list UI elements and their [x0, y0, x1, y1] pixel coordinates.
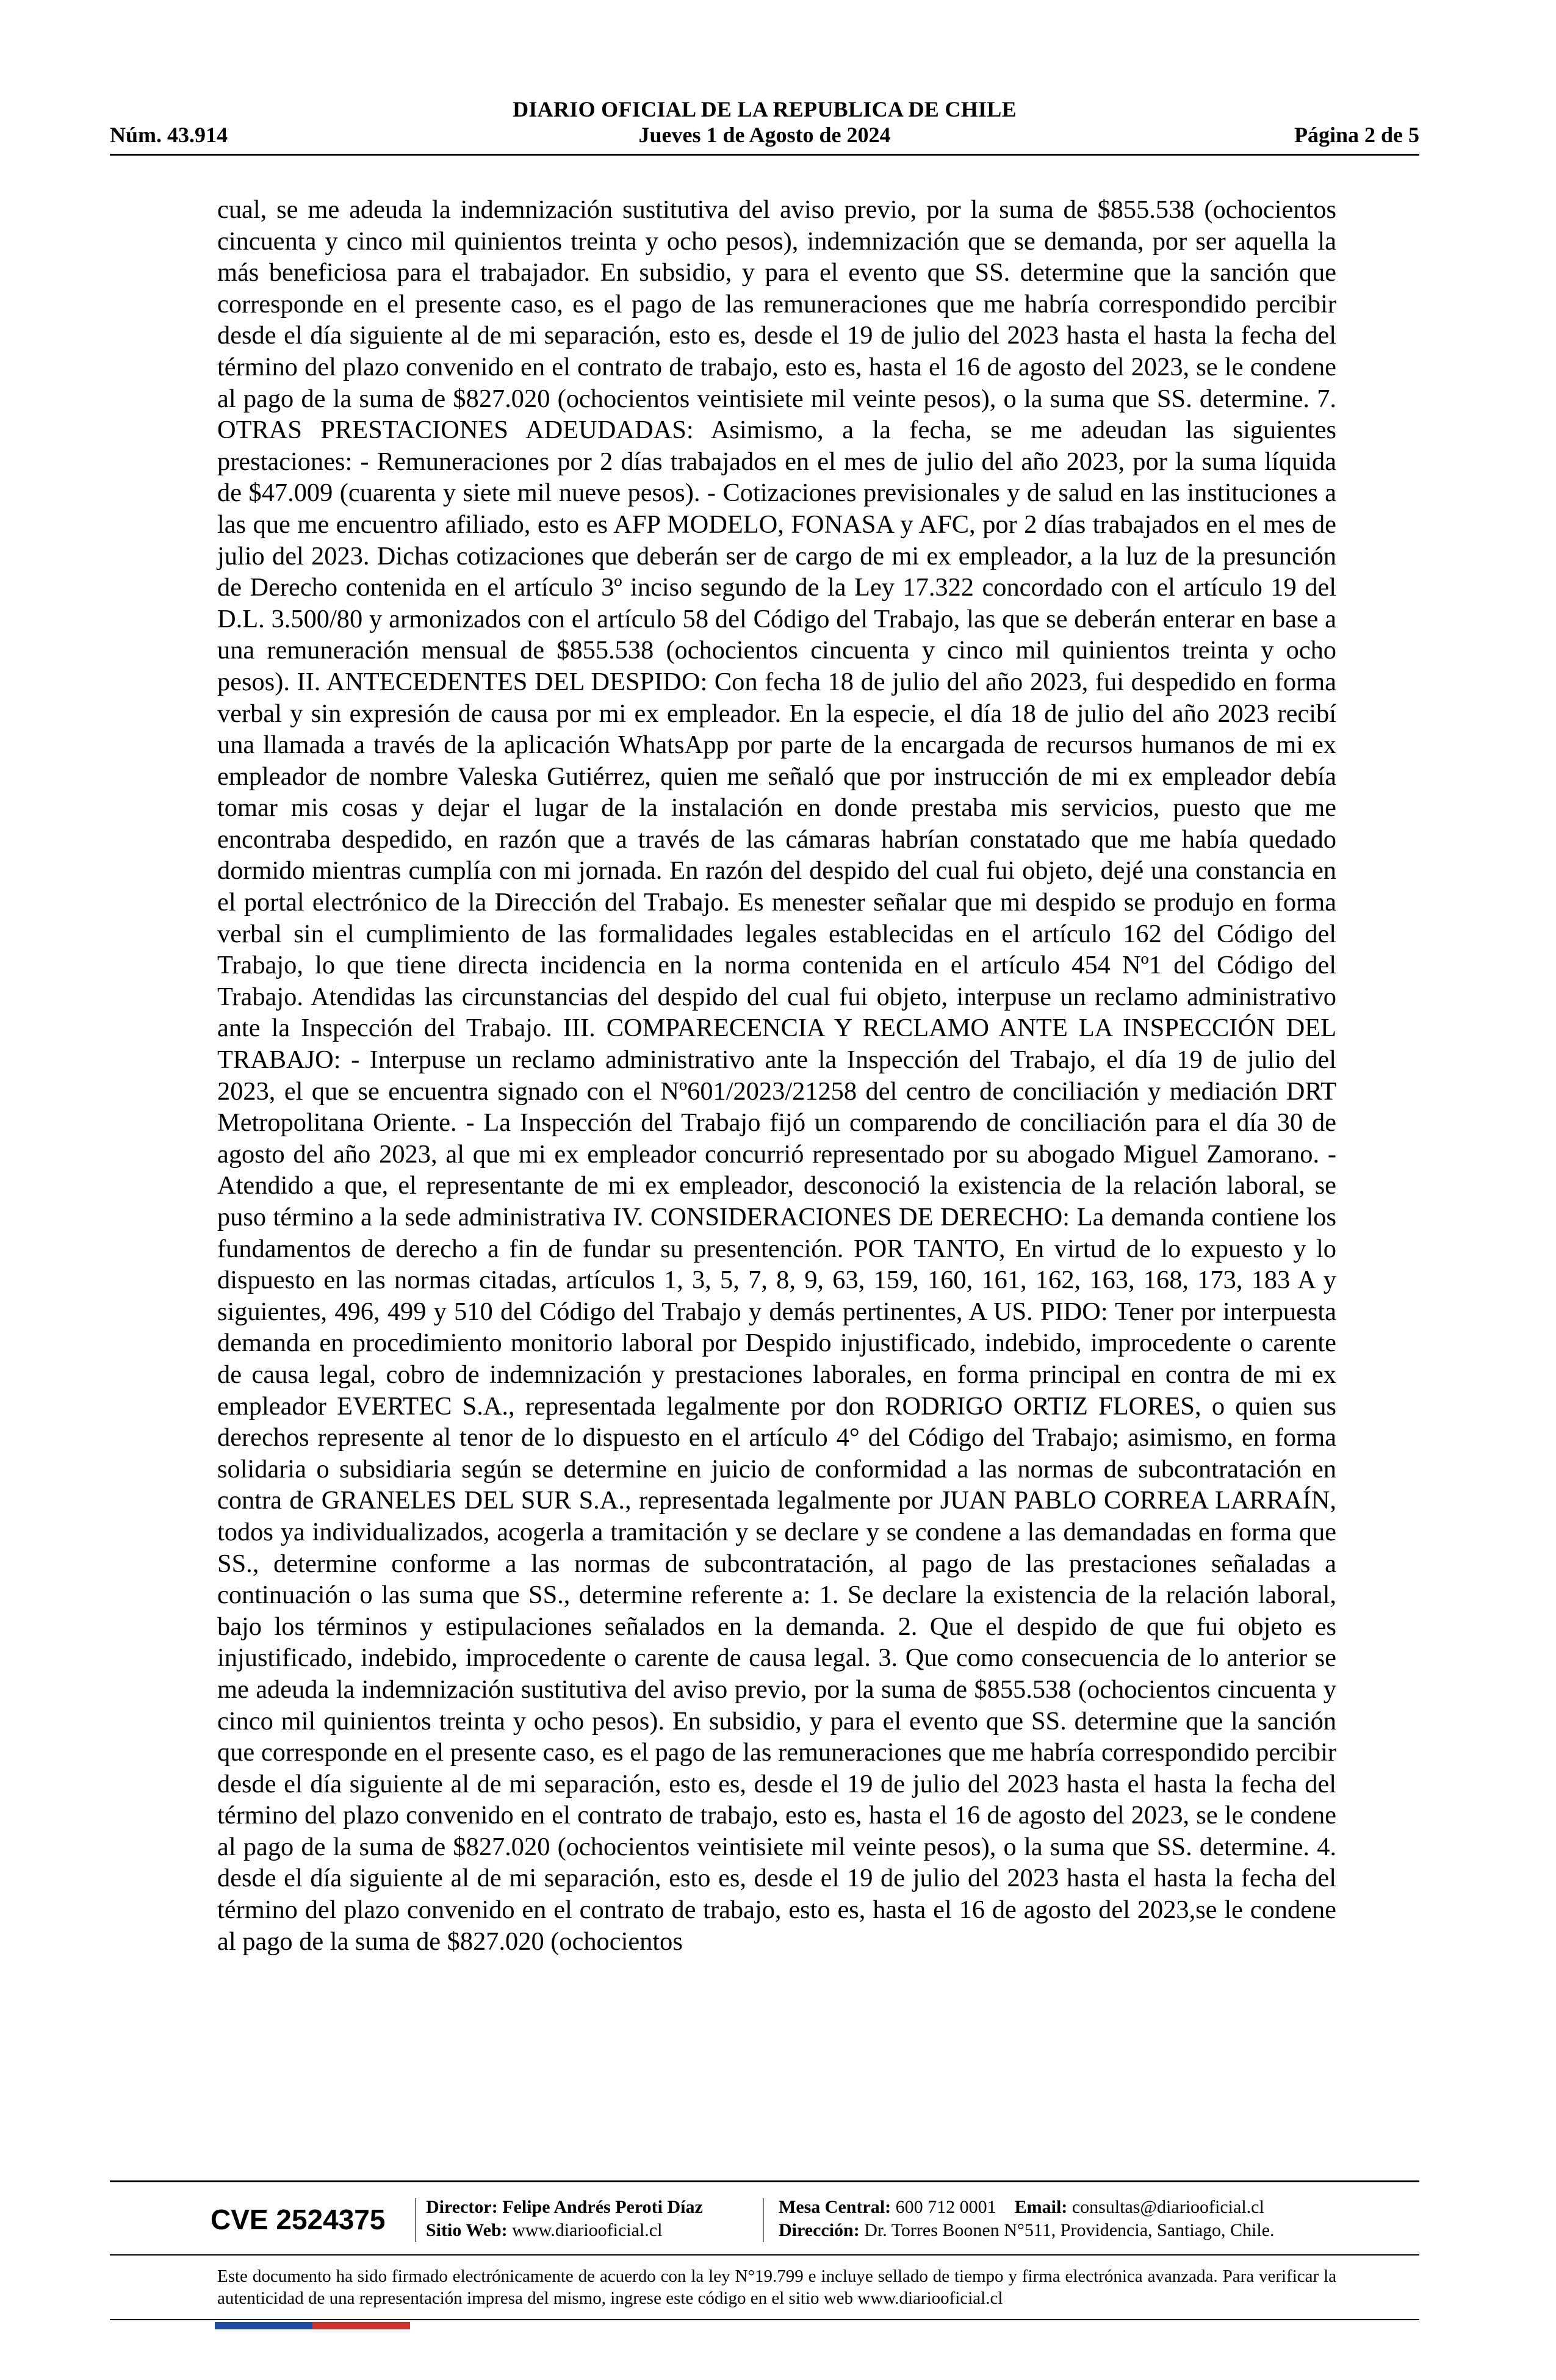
phone-label: Mesa Central: — [779, 2197, 891, 2217]
flag-blue-stripe — [215, 2322, 312, 2329]
address-value: Dr. Torres Boonen N°511, Providencia, Santiago, Chile. — [864, 2220, 1275, 2240]
footer-divider-mid — [110, 2254, 1419, 2256]
publication-title: DIARIO OFICIAL DE LA REPUBLICA DE CHILE — [513, 97, 1017, 121]
footer-contact-col-1 — [426, 2196, 703, 2242]
document-body: cual, se me adeuda la indemnización sustitutiva del aviso previo, por la suma de $855.538 (ochocientos cincuenta y cinco mil quinientos treinta y ocho pesos), indemnización que se demanda, por ser aquella la más beneficiosa para el trabajador. En subsidio, y para el evento que SS. determine que la sanción que corresponde en el presente caso, es el pago de las remuneraciones que me habría correspondido percibir desde el día siguiente al de mi separación, esto es, desde el 19 de julio del 2023 hasta el hasta la fecha del término del plazo convenido en el contrato de trabajo, esto es, hasta el 16 de agosto del 2023, se le condene al pago de la suma de $827.020 (ochocientos veintisiete mil veinte pesos), o la suma que SS. determine. 7. OTRAS PRESTACIONES ADEUDADAS: Asimismo, a la fecha, se me adeudan las siguientes prestaciones: - Remuneraciones por 2 días trabajados en el mes de julio del año 2023, por la suma líquida de $47.009 (cuarenta y siete mil nueve pesos). - Cotizaciones previsionales y de salud en las instituciones a las que me encuentro afiliado, esto es AFP MODELO, FONASA y AFC, por 2 días trabajados en el mes de julio del 2023. Dichas cotizaciones que deberán ser de cargo de mi ex empleador, a la luz de la presunción de Derecho contenida en el artículo 3º inciso segundo de la Ley 17.322 concordado con el artículo 19 del D.L. 3.500/80 y armonizados con el artículo 58 del Código del Trabajo, las que se deberán enterar en base a una remuneración mensual de $855.538 (ochocientos cincuenta y cinco mil quinientos treinta y ocho pesos). II. ANTECEDENTES DEL DESPIDO: Con fecha 18 de julio del año 2023, fui despedido en forma verbal y sin expresión de causa por mi ex empleador. En la especie, el día 18 de julio del año 2023 recibí una llamada a través de la aplicación WhatsApp por parte de la encargada de recursos humanos de mi ex empleador de nombre Valeska Gutiérrez, quien me señaló que por instrucción de mi ex empleador debía tomar mis cosas y dejar el lugar de la instalación en donde prestaba mis servicios, puesto que me encontraba despedido, en razón que a través de las cámaras habrían constatado que me había quedado dormido mientras cumplía con mi jornada. En razón del despido del cual fui objeto, dejé una constancia en el portal electrónico de la Dirección del Trabajo. Es menester señalar que mi despido se produjo en forma verbal sin el cumplimiento de las formalidades legales establecidas en el artículo 162 del Código del Trabajo, lo que tiene directa incidencia en la norma contenida en el artículo 454 Nº1 del Código del Trabajo. Atendidas las circunstancias del despido del cual fui objeto, interpuse un reclamo administrativo ante la Inspección del Trabajo. III. COMPARECENCIA Y RECLAMO ANTE LA INSPECCIÓN DEL TRABAJO: - Interpuse un reclamo administrativo ante la Inspección del Trabajo, el día 19 de julio del 2023, el que se encuentra signado con el Nº601/2023/21258 del centro de conciliación y mediación DRT Metropolitana Oriente. - La Inspección del Trabajo fijó un comparendo de conciliación para el día 30 de agosto del año 2023, al que mi ex empleador concurrió representado por su abogado Miguel Zamorano. - Atendido a que, el representante de mi ex empleador, desconoció la existencia de la relación laboral, se puso término a la sede administrativa IV. CONSIDERACIONES DE DERECHO: La demanda contiene los fundamentos de derecho a fin de fundar su presentención. POR TANTO, En virtud de lo expuesto y lo dispuesto en las normas citadas, artículos 1, 3, 5, 7, 8, 9, 63, 159, 160, 161, 162, 163, 168, 173, 183 A y siguientes, 496, 499 y 510 del Código del Trabajo y demás pertinentes, A US. PIDO: Tener por interpuesta demanda en procedimiento monitorio laboral por Despido injustificado, indebido, improcedente o carente de causa legal, cobro de indemnización y prestaciones laborales, en forma principal en contra de mi ex empleador EVERTEC S.A., representada legalmente por don RODRIGO ORTIZ FLORES, o quien sus derechos represente al tenor de lo dispuesto en el artículo 4° del Código del Trabajo; asimismo, en forma solidaria o subsidiaria según se determine en juicio de conformidad a las normas de subcontratación en contra de GRANELES DEL SUR S.A., representada legalmente por JUAN PABLO CORREA LARRAÍN, todos ya individualizados, acogerla a tramitación y se declare y se condene a las demandadas en forma que SS., determine conforme a las normas de subcontratación, al pago de las prestaciones señaladas a continuación o las suma que SS., determine referente a: 1. Se declare la existencia de la relación laboral, bajo los términos y estipulaciones señalados en la demanda. 2. Que el despido de que fui objeto es injustificado, indebido, improcedente o carente de causa legal. 3. Que como consecuencia de lo anterior se me adeuda la indemnización sustitutiva del aviso previo, por la suma de $855.538 (ochocientos cincuenta y cinco mil quinientos treinta y ocho pesos). En subsidio, y para el evento que SS. determine que la sanción que corresponde en el presente caso, es el pago de las remuneraciones que me habría correspondido percibir desde el día siguiente al de mi separación, esto es, desde el 19 de julio del 2023 hasta el hasta la fecha del término del plazo convenido en el contrato de trabajo, esto es, hasta el 16 de agosto del 2023, se le condene al pago de la suma de $827.020 (ochocientos veintisiete mil veinte pesos), o la suma que SS. determine. 4. desde el día siguiente al de mi separación, esto es, desde el 19 de julio del 2023 hasta el hasta la fecha del término del plazo convenido en el contrato de trabajo, esto es, hasta el 16 de agosto del 2023,se le condene al pago de la suma de $827.020 (ochocientos — [217, 195, 1336, 1956]
page-header — [110, 93, 1419, 154]
site-label: Sitio Web: — [426, 2220, 508, 2240]
flag-red-stripe — [312, 2322, 410, 2329]
footer-separator — [415, 2198, 416, 2242]
footer-divider-bottom — [110, 2319, 1419, 2320]
footer-divider-top — [110, 2180, 1419, 2182]
header-divider — [110, 154, 1419, 156]
director-label: Director: — [426, 2197, 498, 2217]
signature-notice: Este documento ha sido firmado electrónicamente de acuerdo con la ley N°19.799 e incluye sellado de tiempo y firma electrónica avanzada. Para verificar la autenticidad de una representación impresa del mismo, ingrese este código en el sitio web www.diariooficial.cl — [217, 2266, 1336, 2308]
issue-number: Núm. 43.914 — [110, 123, 228, 147]
footer-contact-col-2 — [779, 2196, 1275, 2242]
site-link[interactable]: www.diariooficial.cl — [512, 2220, 663, 2240]
email-label: Email: — [1014, 2197, 1068, 2217]
page-indicator: Página 2 de 5 — [1294, 123, 1419, 147]
page-footer — [110, 2185, 1419, 2252]
flag-stripe — [215, 2322, 410, 2329]
issue-date: Jueves 1 de Agosto de 2024 — [638, 123, 891, 147]
phone-value: 600 712 0001 — [895, 2197, 996, 2217]
footer-separator-2 — [763, 2198, 764, 2242]
email-link[interactable]: consultas@diariooficial.cl — [1072, 2197, 1264, 2217]
cve-label: CVE 2524375 — [211, 2204, 386, 2235]
director-name: Felipe Andrés Peroti Díaz — [502, 2197, 703, 2217]
address-label: Dirección: — [779, 2220, 860, 2240]
